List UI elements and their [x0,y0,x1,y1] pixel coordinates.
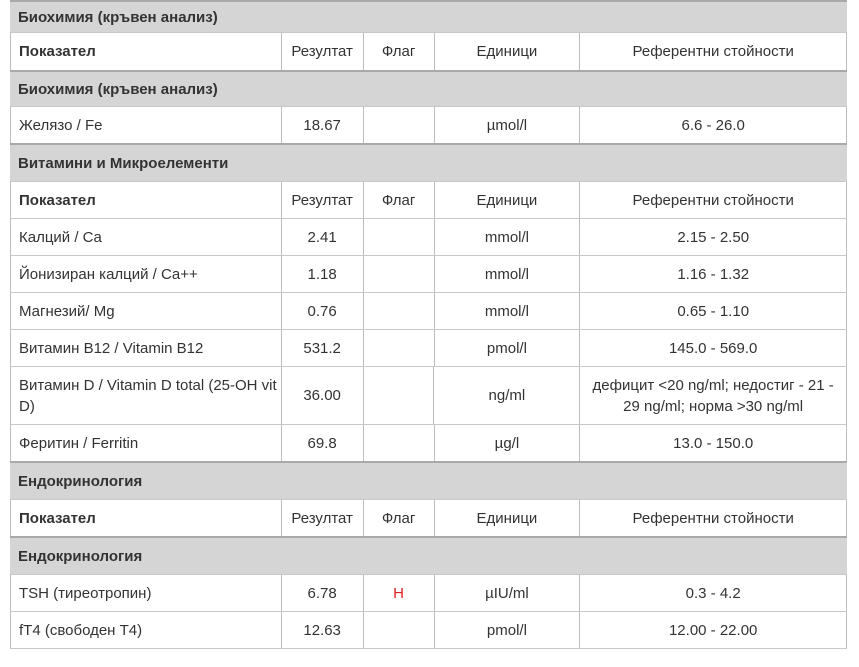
header-flag: Флаг [363,33,434,70]
result-value: 69.8 [281,425,363,461]
result-value: 531.2 [281,330,363,366]
header-reference: Референтни стойности [579,500,847,536]
table-row [10,292,847,329]
units-value: µIU/ml [434,575,580,611]
indicator-name: Магнезий/ Mg [19,302,115,320]
header-flag: Флаг [363,182,434,218]
table-row [10,329,847,366]
flag-value [363,330,434,366]
subsection-title: Ендокринология [18,547,143,565]
indicator-name: TSH (тиреотропин) [19,584,152,602]
indicator-name: Феритин / Ferritin [19,434,139,452]
reference-value: 0.3 - 4.2 [579,575,847,611]
indicator-name: Витамин B12 / Vitamin B12 [19,339,204,357]
result-value: 18.67 [281,107,363,143]
reference-value: 0.65 - 1.10 [579,293,847,329]
flag-value [363,293,434,329]
indicator-name: Йонизиран калций / Ca++ [19,265,198,283]
reference-value: 2.15 - 2.50 [579,219,847,255]
reference-value: 1.16 - 1.32 [579,256,847,292]
subsection-header-endocrinology [10,536,847,574]
result-value: 12.63 [281,612,363,648]
units-value: pmol/l [434,612,580,648]
indicator-name: fT4 (свободен Т4) [19,621,143,639]
section-title: Витамини и Микроелементи [18,154,229,172]
result-value: 36.00 [281,367,363,424]
table-row [10,611,847,648]
flag-value [363,612,434,648]
reference-value: 13.0 - 150.0 [579,425,847,461]
result-value: 2.41 [281,219,363,255]
flag-value [363,256,434,292]
subsection-header-biochemistry [10,70,847,106]
flag-value [363,425,434,461]
flag-high-badge: H [363,575,434,611]
header-units: Единици [434,33,580,70]
table-row [10,424,847,461]
units-value: µg/l [434,425,580,461]
section-header-endocrinology [10,461,847,499]
result-value: 6.78 [281,575,363,611]
column-header-row [10,32,847,70]
units-value: pmol/l [434,330,580,366]
indicator-name: Калций / Ca [19,228,102,246]
header-result: Резултат [281,33,363,70]
units-value: ng/ml [433,367,579,424]
header-units: Единици [434,182,580,218]
reference-value: 6.6 - 26.0 [579,107,847,143]
section-title: Биохимия (кръвен анализ) [18,8,218,26]
header-result: Резултат [281,500,363,536]
header-reference: Референтни стойности [579,182,847,218]
table-row [10,574,847,611]
header-result: Резултат [281,182,363,218]
section-header-biochemistry [10,0,847,32]
column-header-row [10,499,847,536]
result-value: 1.18 [281,256,363,292]
units-value: mmol/l [434,219,580,255]
header-indicator: Показател [19,509,96,527]
header-indicator: Показател [19,191,96,209]
header-flag: Флаг [363,500,434,536]
units-value: mmol/l [434,256,580,292]
header-reference: Референтни стойности [579,33,847,70]
header-units: Единици [434,500,580,536]
section-title: Ендокринология [18,472,143,490]
reference-value: дефицит <20 ng/ml; недостиг - 21 - 29 ng/ml; норма >30 ng/ml [579,367,847,424]
indicator-name: Витамин D / Vitamin D total (25-OH vit D) [19,376,277,415]
units-value: mmol/l [434,293,580,329]
table-bottom-border [10,648,847,649]
reference-value: 145.0 - 569.0 [579,330,847,366]
reference-value: 12.00 - 22.00 [579,612,847,648]
table-row [10,255,847,292]
flag-value [363,219,434,255]
table-row [10,218,847,255]
indicator-name: Желязо / Fe [19,116,103,134]
table-row [10,366,847,424]
header-indicator: Показател [19,43,96,60]
flag-value [363,107,434,143]
subsection-title: Биохимия (кръвен анализ) [18,80,218,98]
units-value: µmol/l [434,107,580,143]
flag-value [363,367,434,424]
result-value: 0.76 [281,293,363,329]
column-header-row [10,181,847,218]
table-row [10,106,847,143]
section-header-vitamins [10,143,847,181]
